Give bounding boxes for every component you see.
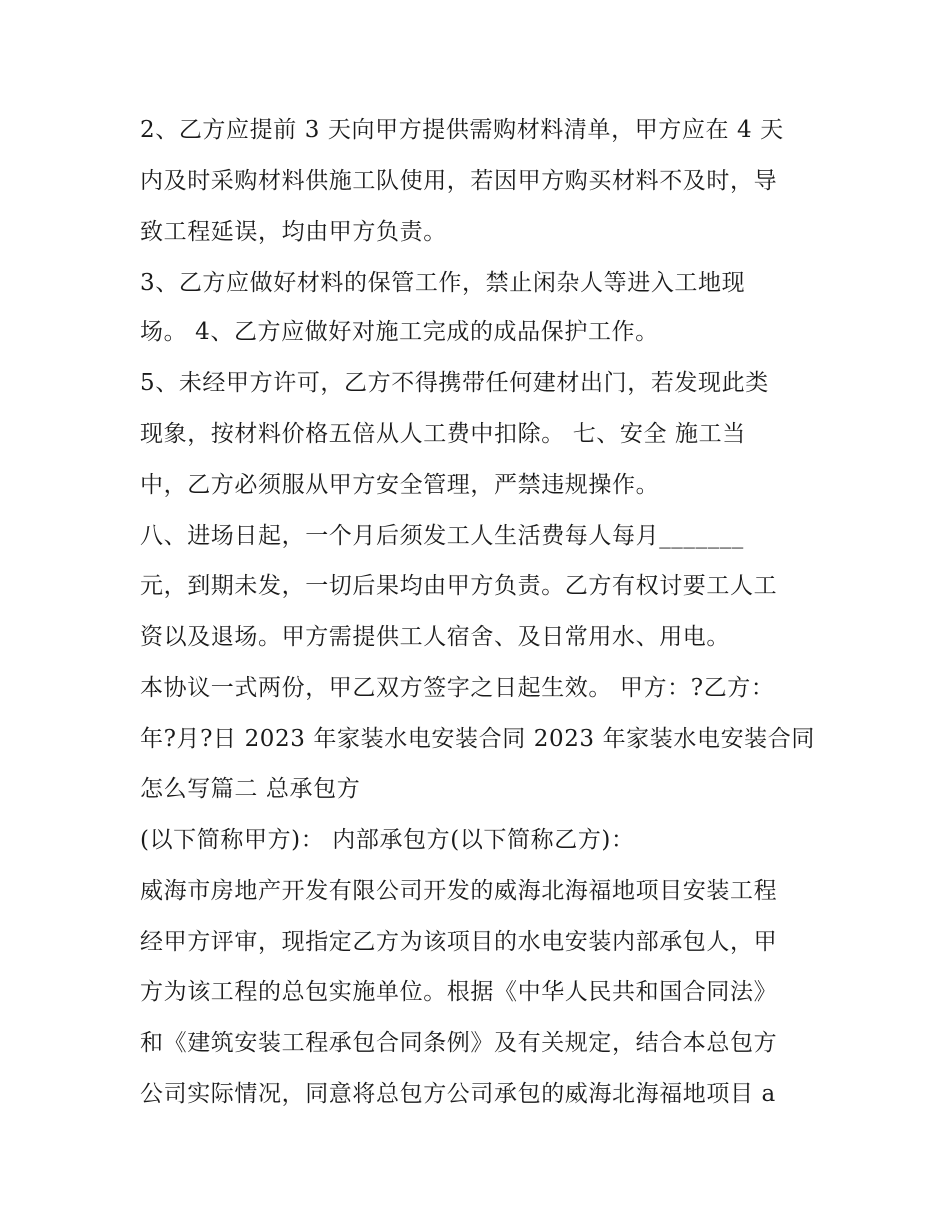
text-line: 2、乙方应提前 3 天向甲方提供需购材料清单，甲方应在 4 天: [140, 117, 784, 143]
text-line: 资以及退场。甲方需提供工人宿舍、及日常用水、用电。: [140, 624, 730, 650]
text-line: 经甲方评审，现指定乙方为该项目的水电安装内部承包人，甲: [140, 929, 778, 955]
text-line: 公司实际情况，同意将总包方公司承包的威海北海福地项目 a: [140, 1081, 776, 1107]
text-line: 元，到期未发，一切后果均由甲方负责。乙方有权讨要工人工: [140, 573, 778, 599]
text-line: 3、乙方应做好材料的保管工作，禁止闲杂人等进入工地现: [140, 270, 746, 296]
text-line: 致工程延误，均由甲方负责。: [140, 219, 447, 245]
text-line: 八、进场日起，一个月后须发工人生活费每人每月_______: [140, 523, 744, 549]
text-line: 方为该工程的总包实施单位。根据《中华人民共和国合同法》: [140, 979, 778, 1005]
text-line: 5、未经甲方许可，乙方不得携带任何建材出门，若发现此类: [140, 370, 769, 396]
text-line: 和《建筑安装工程承包合同条例》及有关规定，结合本总包方: [140, 1030, 778, 1056]
text-line: (以下简称甲方)： 内部承包方(以下简称乙方)：: [140, 827, 635, 853]
text-line: 中，乙方必须服从甲方安全管理，严禁违规操作。: [140, 472, 660, 498]
text-line: 现象，按材料价格五倍从人工费中扣除。 七、安全 施工当: [140, 421, 746, 447]
text-line: 年?月?日 2023 年家装水电安装合同 2023 年家装水电安装合同: [140, 726, 815, 752]
text-line: 威海市房地产开发有限公司开发的威海北海福地项目安装工程: [140, 878, 778, 904]
text-line: 内及时采购材料供施工队使用，若因甲方购买材料不及时，导: [140, 168, 778, 194]
text-line: 场。 4、乙方应做好对施工完成的成品保护工作。: [140, 319, 659, 345]
text-line: 怎么写篇二 总承包方: [140, 776, 361, 802]
text-line: 本协议一式两份，甲乙双方签字之日起生效。 甲方：?乙方：: [140, 675, 775, 701]
